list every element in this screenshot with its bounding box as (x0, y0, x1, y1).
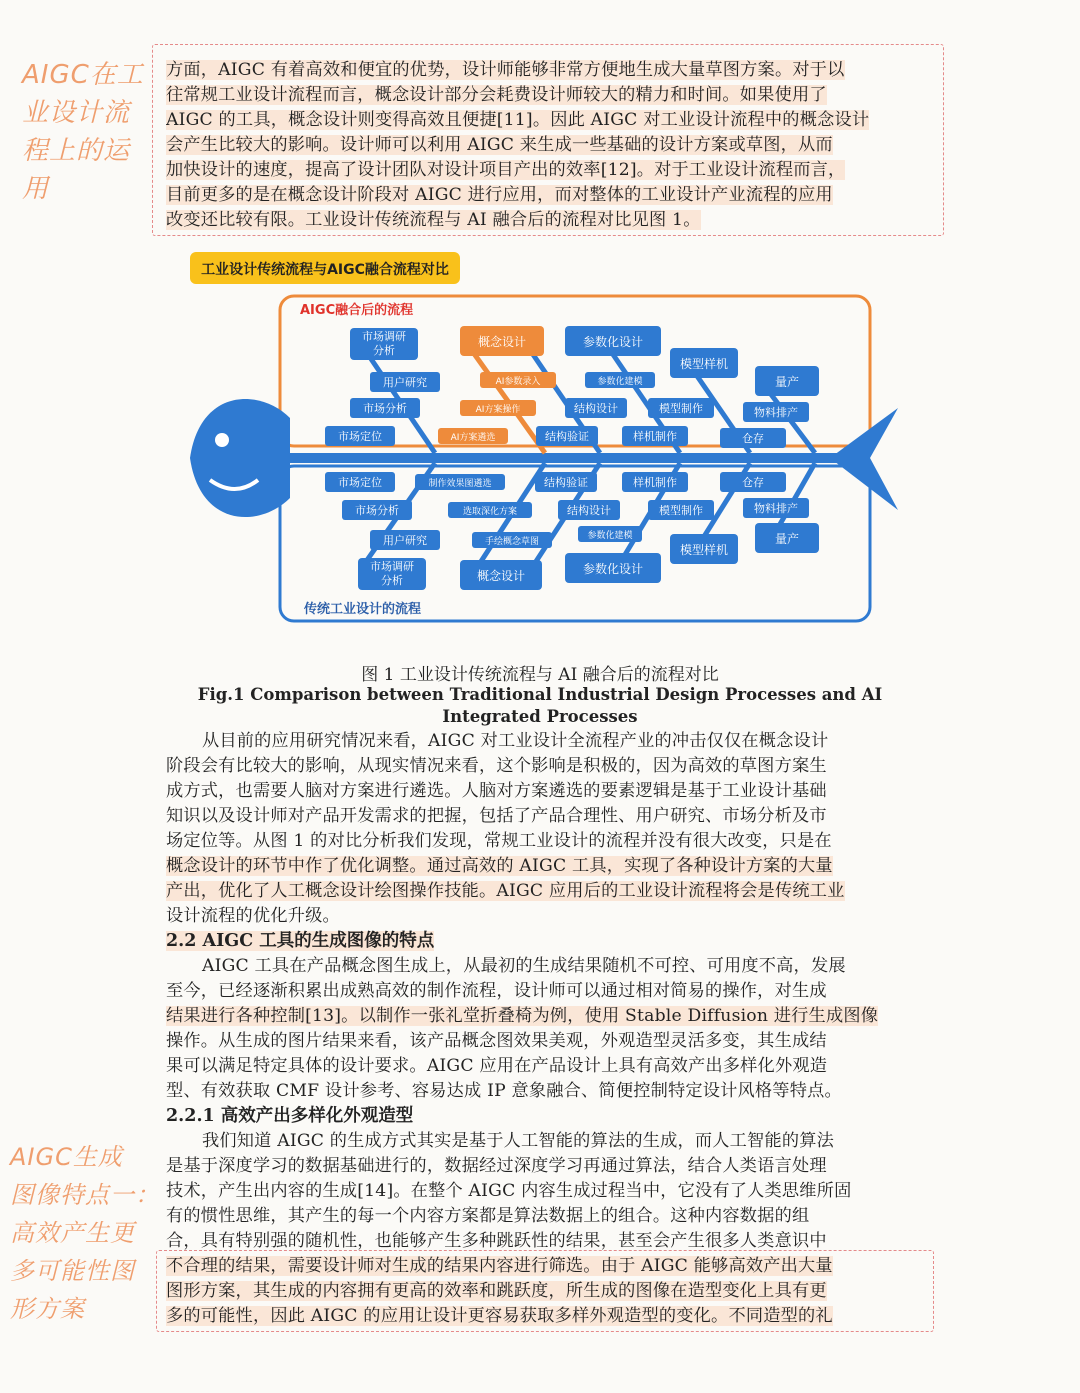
figure-caption-cn: 图 1 工业设计传统流程与 AI 融合后的流程对比 (361, 665, 719, 685)
bot-c3-2: 参数化建模 (587, 531, 633, 541)
fish-head (190, 399, 290, 517)
bot-c1-1: 市场分析 (355, 504, 399, 517)
top-c5-head: 量产 (774, 375, 800, 389)
paragraph-intro (166, 58, 928, 233)
top-c1-1: 用户研究 (383, 376, 427, 389)
text-line: 技术，产生出内容的生成[14]。在整个 AIGC 内容生成过程当中，它没有了人类思维所固 (166, 1181, 852, 1201)
bot-c2-2: 手绘概念草图 (484, 537, 540, 547)
top-c1-2: 市场分析 (363, 402, 407, 415)
top-c2-1: AI方案操作 (475, 405, 521, 415)
note-line: 多可能性图 (10, 1257, 135, 1285)
note-line: 用 (22, 174, 50, 204)
paragraph-analysis (166, 729, 928, 929)
top-c3-1: 结构设计 (574, 402, 618, 415)
top-c5-0: 物料排产 (754, 406, 798, 419)
note-line: 业设计流 (22, 98, 131, 128)
text-line: 型、有效获取 CMF 设计参考、容易达成 IP 意象融合、简便控制特定设计风格等特点。 (166, 1081, 842, 1101)
section-heading-2-2-1: 2.2.1 高效产出多样化外观造型 (166, 1106, 414, 1126)
text-line: 阶段会有比较大的影响，从现实情况来看，这个影响是积极的，因为高效的草图方案生 (166, 756, 827, 776)
bot-c3-1: 结构设计 (567, 504, 611, 517)
text-line: 多的可能性，因此 AIGC 的应用让设计更容易获取多样外观造型的变化。不同造型的礼 (166, 1306, 833, 1326)
top-c5-1: 仓存 (742, 432, 764, 445)
text-line: 果可以满足特定具体的设计要求。AIGC 应用在产品设计上具有高效产出多样化外观造 (166, 1056, 828, 1076)
text-line: 加快设计的速度，提高了设计团队对设计项目产出的效率[12]。对于工业设计流程而言， (166, 160, 846, 180)
text-line: 图形方案，其生成的内容拥有更高的效率和跳跃度，所生成的图像在造型变化上具有更 (166, 1281, 827, 1301)
fish-spine (288, 453, 848, 463)
top-c4-0: 模型制作 (659, 402, 703, 415)
top-c3-2: 结构验证 (545, 430, 589, 443)
section-heading-2-2 (166, 929, 434, 954)
text-line: 合，具有特别强的随机性，也能够产生多种跳跃性的结果，甚至会产生很多人类意识中 (166, 1231, 827, 1251)
handwritten-note-bottom (10, 1138, 160, 1328)
fish-eye (215, 433, 229, 447)
text-line: 是基于深度学习的数据基础进行的，数据经过深度学习再通过算法，结合人类语言处理 (166, 1156, 827, 1176)
text-line: 结果进行各种控制[13]。以制作一张礼堂折叠椅为例，使用 Stable Diffusion 进行生成图像 (166, 1006, 879, 1026)
text-line: AIGC 的工具，概念设计则变得高效且便捷[11]。因此 AIGC 对工业设计流程中的概念设计 (166, 110, 870, 130)
top-c1-0a: 市场调研 (362, 330, 406, 343)
text-line: 概念设计的环节中作了优化调整。通过高效的 AIGC 工具，实现了各种设计方案的大量 (166, 856, 833, 876)
bot-c1-0: 市场定位 (338, 476, 382, 489)
note-line: 形方案 (10, 1295, 85, 1323)
bot-c3-0: 结构验证 (544, 476, 588, 489)
text-line: 成方式，也需要人脑对方案进行遴选。人脑对方案遴选的要素逻辑是基于工业设计基础 (166, 781, 827, 801)
bot-c4-1: 模型制作 (659, 504, 703, 517)
bot-c2-1: 选取深化方案 (462, 507, 518, 517)
text-line: 场定位等。从图 1 的对比分析我们发现，常规工业设计的流程并没有很大改变，只是在 (166, 831, 832, 851)
text-line: AIGC 工具在产品概念图生成上，从最初的生成结果随机不可控、可用度不高，发展 (202, 956, 846, 976)
top-process-label: AIGC融合后的流程 (300, 303, 414, 318)
heading-text: 2.2 AIGC 工具的生成图像的特点 (166, 931, 435, 951)
text-line: 目前更多的是在概念设计阶段对 AIGC 进行应用，而对整体的工业设计产业流程的应用 (166, 185, 833, 205)
top-c1-0b: 分析 (373, 344, 395, 357)
text-line: 设计流程的优化升级。 (166, 906, 340, 926)
bot-c2-0: 制作效果图遴选 (428, 479, 492, 489)
text-line: 知识以及设计师对产品开发需求的把握，包括了产品合理性、用户研究、市场分析及市 (166, 806, 827, 826)
top-c3-head: 参数化设计 (582, 335, 644, 349)
text-line: 至今，已经逐渐积累出成熟高效的制作流程，设计师可以通过相对简易的操作，对生成 (166, 981, 827, 1001)
text-line: 会产生比较大的影响。设计师可以利用 AIGC 来生成一些基础的设计方案或草图，从而 (166, 135, 833, 155)
paragraph-features (166, 954, 928, 1104)
text-line: 改变还比较有限。工业设计传统流程与 AI 融合后的流程对比见图 1。 (166, 210, 701, 230)
bot-c5-head: 量产 (774, 532, 800, 546)
text-line: 产出，优化了人工概念设计绘图操作技能。AIGC 应用后的工业设计流程将会是传统工业 (166, 881, 845, 901)
figure-caption-en: Fig.1 Comparison between Traditional Industrial Design Processes and AI Integrated Processes (197, 685, 883, 726)
fish-tail (830, 408, 898, 510)
note-line: 高效产生更 (10, 1219, 135, 1247)
note-line: AIGC生成 (10, 1143, 123, 1171)
text-line: 我们知道 AIGC 的生成方式其实是基于人工智能的算法的生成，而人工智能的算法 (202, 1131, 834, 1151)
bot-c5-0: 仓存 (742, 476, 764, 489)
top-c2-0: AI参数录入 (495, 377, 541, 387)
bot-c4-head: 模型样机 (679, 543, 729, 557)
top-c1-3: 市场定位 (338, 430, 382, 443)
note-line: 图像特点一： (10, 1181, 160, 1209)
bottom-process-label: 传统工业设计的流程 (304, 602, 422, 617)
text-line: 往常规工业设计流程而言，概念设计部分会耗费设计师较大的精力和时间。如果使用了 (166, 85, 827, 105)
paragraph-diverse-shapes (166, 1129, 928, 1329)
top-c4-1: 样机制作 (633, 430, 677, 443)
bot-c4-0: 样机制作 (633, 476, 677, 489)
top-c2-head: 概念设计 (477, 335, 527, 349)
top-c3-0: 参数化建模 (597, 377, 643, 387)
bot-c1-3a: 市场调研 (370, 560, 414, 573)
figure-title: 工业设计传统流程与AIGC融合流程对比 (201, 262, 449, 278)
fishbone-diagram (180, 248, 900, 638)
text-line: 操作。从生成的图片结果来看，该产品概念图效果美观，外观造型灵活多变，其生成结 (166, 1031, 827, 1051)
note-line: 程上的运 (22, 136, 131, 166)
bot-c5-1: 物料排产 (754, 502, 798, 515)
text-line: 方面，AIGC 有着高效和便宜的优势，设计师能够非常方便地生成大量草图方案。对于以 (166, 60, 845, 80)
text-line: 有的惯性思维，其产生的每一个内容方案都是算法数据上的组合。这种内容数据的组 (166, 1206, 810, 1226)
top-c4-head: 模型样机 (679, 357, 729, 371)
text-line: 从目前的应用研究情况来看，AIGC 对工业设计全流程产业的冲击仅仅在概念设计 (202, 731, 829, 751)
handwritten-note-top (22, 56, 144, 208)
top-c2-2: AI方案遴选 (450, 433, 496, 443)
text-line: 不合理的结果，需要设计师对生成的结果内容进行筛选。由于 AIGC 能够高效产出大量 (166, 1256, 833, 1276)
bot-c2-head: 概念设计 (476, 569, 526, 583)
note-line: AIGC在工 (22, 60, 144, 90)
bot-c3-head: 参数化设计 (582, 562, 644, 576)
bot-c1-3b: 分析 (381, 574, 403, 587)
bot-c1-2: 用户研究 (383, 534, 427, 547)
